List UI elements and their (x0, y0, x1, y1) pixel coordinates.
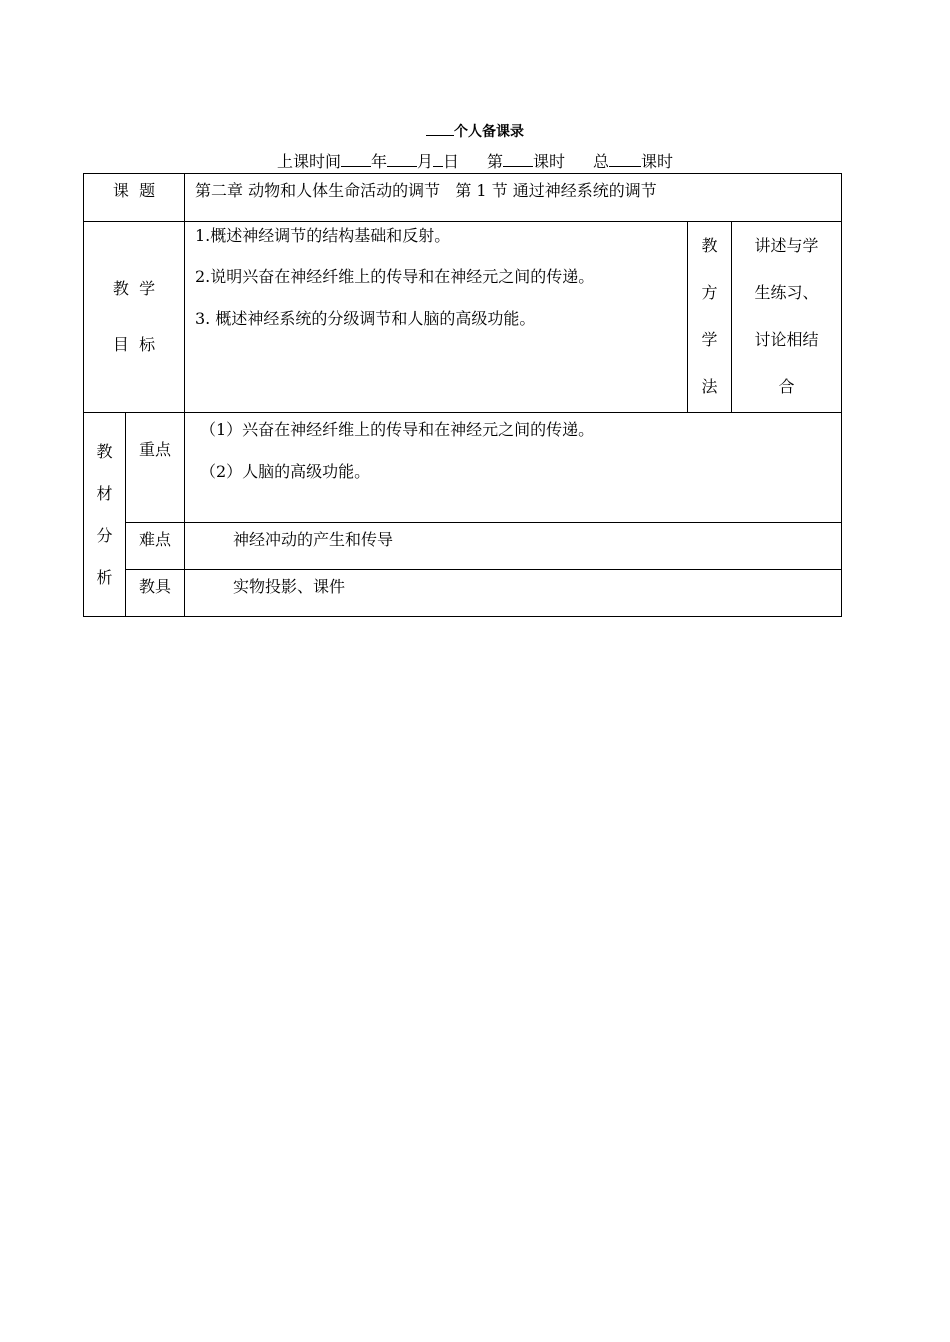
key-points-list (185, 413, 842, 523)
goal-item: 3. 概述神经系统的分级调节和人脑的高级功能。 (195, 308, 536, 328)
method-line: 讨论相结 (754, 330, 819, 349)
difficulty-label: 难点 (126, 523, 185, 570)
page-title (0, 121, 950, 141)
key-points-row (84, 413, 842, 523)
class-time-label: 上课时间 (276, 152, 341, 171)
key-point-item: （2）人脑的高级功能。 (200, 462, 371, 481)
total-period-label: 课时 (641, 152, 674, 171)
total-label: 总 (593, 152, 610, 171)
method-label-char: 法 (701, 377, 718, 396)
period-label: 课时 (533, 152, 566, 171)
method-label (688, 222, 732, 413)
tools-row (84, 570, 842, 617)
method-value (732, 222, 842, 413)
tools-label: 教具 (126, 570, 185, 617)
method-line: 讲述与学 (754, 236, 819, 255)
class-time-line (0, 149, 950, 172)
key-point-item: （1）兴奋在神经纤维上的传导和在神经元之间的传递。 (200, 420, 595, 439)
goal-item: 2.说明兴奋在神经纤维上的传导和在神经元之间的传递。 (195, 267, 595, 287)
key-points-label: 重点 (126, 413, 185, 523)
goals-row (84, 222, 842, 413)
analysis-label (84, 413, 126, 617)
goals-label (84, 222, 185, 413)
goals-label-line2: 目 标 (112, 335, 156, 354)
blank-month (387, 152, 417, 167)
nth-label: 第 (487, 152, 504, 171)
topic-label: 课 题 (84, 174, 185, 222)
analysis-label-char: 析 (96, 567, 113, 587)
blank-year (341, 152, 371, 167)
topic-row (84, 174, 842, 222)
title-text: 个人备课录 (454, 124, 524, 140)
blank-total (609, 152, 641, 167)
method-label-char: 学 (701, 330, 718, 349)
analysis-label-char: 分 (96, 525, 113, 545)
topic-value: 第二章 动物和人体生命活动的调节 第 1 节 通过神经系统的调节 (185, 174, 842, 222)
difficulty-row (84, 523, 842, 570)
method-line: 合 (778, 377, 795, 396)
analysis-label-char: 教 (96, 441, 113, 461)
goals-list (185, 222, 688, 413)
method-label-char: 教 (701, 236, 718, 255)
blank-day (433, 152, 443, 167)
method-label-char: 方 (701, 283, 718, 302)
title-blank (426, 123, 454, 136)
method-line: 生练习、 (754, 283, 819, 302)
difficulty-value: 神经冲动的产生和传导 (185, 523, 842, 570)
analysis-label-char: 材 (96, 483, 113, 503)
month-label: 月 (416, 152, 433, 171)
goals-label-line1: 教 学 (112, 279, 156, 298)
lesson-plan-table (83, 173, 842, 617)
tools-value: 实物投影、课件 (185, 570, 842, 617)
blank-period (503, 152, 533, 167)
year-label: 年 (370, 152, 387, 171)
day-label: 日 (442, 152, 459, 171)
goal-item: 1.概述神经调节的结构基础和反射。 (195, 226, 451, 245)
